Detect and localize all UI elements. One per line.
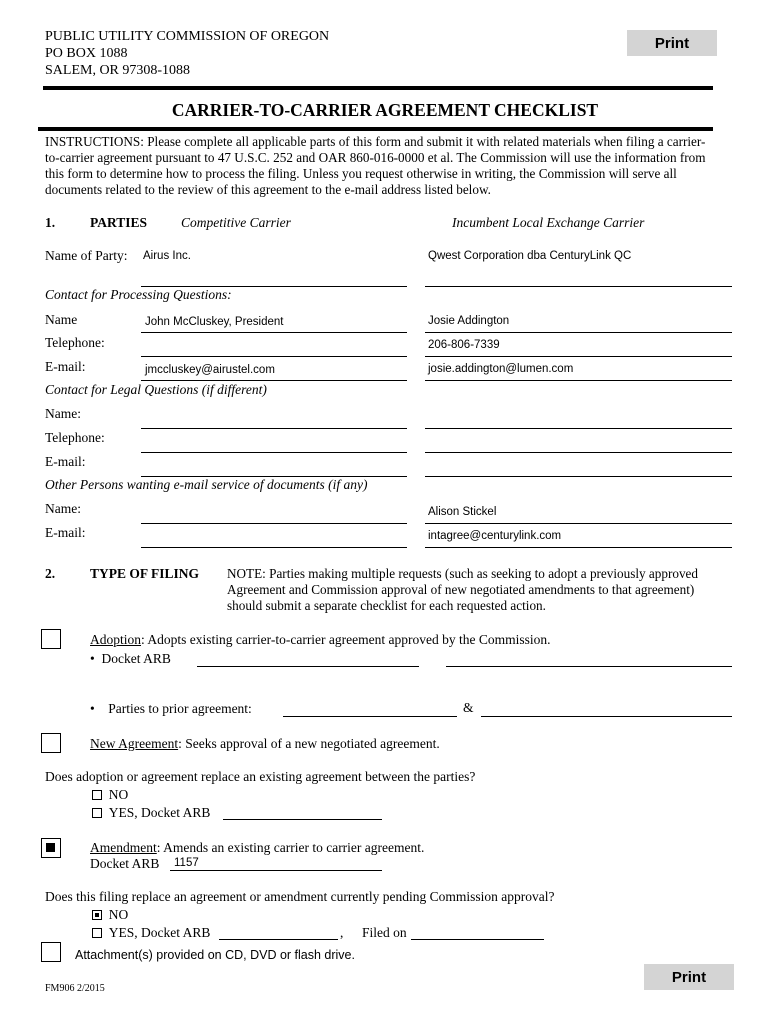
other-email-label: E-mail: (45, 525, 86, 540)
section-1-heading: PARTIES (90, 215, 148, 230)
prior-party1-line[interactable] (283, 716, 457, 717)
new-agreement-line (90, 736, 440, 752)
p2-legal-phone-line[interactable] (425, 452, 732, 453)
contact-email-label: E-mail: (45, 359, 86, 374)
p1-contact-phone-line (141, 356, 407, 357)
p2-contact-name-field[interactable]: Josie Addington (428, 315, 510, 327)
p2-legal-name-line[interactable] (425, 428, 732, 429)
docket-arb-bullet: • Docket ARB (90, 651, 171, 666)
other-email-line-right (425, 547, 732, 548)
section-2-number: 2. (45, 566, 56, 581)
p2-legal-email-line[interactable] (425, 476, 732, 477)
amendment-checkbox-fill (46, 843, 55, 852)
other-email-line-left[interactable] (141, 547, 407, 548)
contact-telephone-label: Telephone: (45, 335, 105, 350)
form-title: CARRIER-TO-CARRIER AGREEMENT CHECKLIST (171, 100, 599, 120)
competitive-carrier-heading: Competitive Carrier (181, 215, 291, 230)
legal-name-label: Name: (45, 406, 81, 421)
pending-yes-label: YES, Docket ARB (108, 925, 211, 940)
docket-arb-line-2[interactable] (446, 666, 732, 667)
party2-name-line (425, 286, 732, 287)
adoption-checkbox[interactable] (41, 629, 61, 649)
other-persons-label: Other Persons wanting e-mail service of documents (if any) (45, 477, 368, 492)
replace-yes-label: YES, Docket ARB (108, 805, 211, 820)
pending-comma: , (340, 925, 344, 940)
contact-processing-label: Contact for Processing Questions: (45, 287, 232, 302)
replace-docket-line[interactable] (223, 819, 382, 820)
p2-contact-phone-field[interactable]: 206-806-7339 (428, 339, 500, 351)
filing-note-line2: Agreement and Commission approval of new negotiated amendments to that agreement) (227, 582, 695, 597)
prior-agreement-bullet: • Parties to prior agreement: (90, 701, 252, 716)
pending-no-check-mark (95, 913, 99, 917)
pending-no-option (92, 907, 128, 923)
contact-name-label: Name (45, 312, 78, 327)
pending-docket-line[interactable] (219, 939, 338, 940)
instructions-text: INSTRUCTIONS: Please complete all applicable parts of this form and submit it with related materials when filing a carrier-to-carrier agreement pursuant to 47 U.S.C. 252 and OAR 860-016-0000 et al. The Commission will use the information from this form to determine how to process the filing. Unless you request otherwise in writing, the Commission will serve all documents related to the review of this agreement to the e-mail address listed below. (45, 134, 706, 197)
header-rule (43, 86, 713, 90)
legal-telephone-label: Telephone: (45, 430, 105, 445)
name-of-party-label: Name of Party: (45, 248, 128, 263)
form-number: FM906 2/2015 (45, 983, 105, 994)
p2-contact-name-line (425, 332, 732, 333)
org-po-box: PO BOX 1088 (45, 46, 128, 61)
amendment-checkbox[interactable] (41, 838, 61, 858)
pending-no-checkbox[interactable] (92, 910, 102, 920)
docket-arb-line-1[interactable] (197, 666, 419, 667)
section-2-heading: TYPE OF FILING (90, 566, 200, 581)
party1-name-field[interactable]: Airus Inc. (143, 250, 191, 262)
other-name-field[interactable]: Alison Stickel (428, 506, 497, 518)
ilec-heading: Incumbent Local Exchange Carrier (452, 215, 645, 230)
amendment-docket-line (170, 870, 382, 871)
contact-legal-label: Contact for Legal Questions (if different) (45, 382, 267, 397)
other-email-field[interactable]: intagree@centurylink.com (428, 530, 562, 542)
new-agreement-description: : Seeks approval of a new negotiated agreement. (178, 736, 440, 751)
p2-contact-email-field[interactable]: josie.addington@lumen.com (428, 363, 574, 375)
attachment-label: Attachment(s) provided on CD, DVD or flash drive. (75, 948, 355, 962)
org-city: SALEM, OR 97308-1088 (45, 63, 191, 78)
adoption-description: : Adopts existing carrier-to-carrier agreement approved by the Commission. (141, 632, 551, 647)
replace-yes-option (92, 805, 210, 821)
amendment-docket-label: Docket ARB (90, 856, 160, 871)
docket-arb-label: Docket ARB (101, 651, 171, 666)
p1-contact-email-field[interactable]: jmccluskey@airustel.com (145, 364, 275, 376)
filed-on-line[interactable] (411, 939, 544, 940)
new-agreement-checkbox[interactable] (41, 733, 61, 753)
p1-contact-name-line (141, 332, 407, 333)
filed-on-label: Filed on (362, 925, 407, 940)
p1-contact-email-line (141, 380, 407, 381)
amendment-line (90, 840, 424, 856)
new-agreement-title: New Agreement (90, 736, 179, 751)
ampersand: & (463, 700, 474, 715)
other-name-line-right (425, 523, 732, 524)
pending-yes-option (92, 925, 210, 941)
p2-contact-phone-line (425, 356, 732, 357)
amendment-description: : Amends an existing carrier to carrier agreement. (156, 840, 425, 855)
amendment-title: Amendment (90, 840, 157, 855)
adoption-line (90, 632, 551, 648)
attachment-checkbox[interactable] (41, 942, 61, 962)
replace-no-label: NO (108, 787, 129, 802)
pending-yes-checkbox[interactable] (92, 928, 102, 938)
print-button-top[interactable]: Print (627, 30, 717, 56)
print-button-bottom[interactable]: Print (644, 964, 734, 990)
party2-name-field[interactable]: Qwest Corporation dba CenturyLink QC (428, 250, 632, 262)
replace-no-option (92, 787, 128, 803)
p2-contact-email-line (425, 380, 732, 381)
adoption-title: Adoption (90, 632, 142, 647)
other-name-label: Name: (45, 501, 81, 516)
prior-agreement-label: Parties to prior agreement: (108, 701, 252, 716)
filing-note-line1: NOTE: Parties making multiple requests (such as seeking to adopt a previously approved (227, 566, 698, 581)
prior-party2-line[interactable] (481, 716, 732, 717)
section-1-number: 1. (45, 215, 56, 230)
replace-no-checkbox[interactable] (92, 790, 102, 800)
pending-no-label: NO (108, 907, 129, 922)
title-rule (38, 127, 713, 131)
other-name-line-left[interactable] (141, 523, 407, 524)
p1-legal-phone-line[interactable] (141, 452, 407, 453)
org-name: PUBLIC UTILITY COMMISSION OF OREGON (45, 29, 330, 44)
amendment-docket-field[interactable]: 1157 (174, 857, 199, 869)
replace-question: Does adoption or agreement replace an existing agreement between the parties? (45, 769, 476, 784)
filing-note-line3: should submit a separate checklist for each requested action. (227, 598, 546, 613)
p1-legal-name-line[interactable] (141, 428, 407, 429)
p1-contact-name-field[interactable]: John McCluskey, President (145, 316, 284, 328)
pending-question: Does this filing replace an agreement or amendment currently pending Commission approval? (45, 889, 555, 904)
replace-yes-checkbox[interactable] (92, 808, 102, 818)
legal-email-label: E-mail: (45, 454, 86, 469)
